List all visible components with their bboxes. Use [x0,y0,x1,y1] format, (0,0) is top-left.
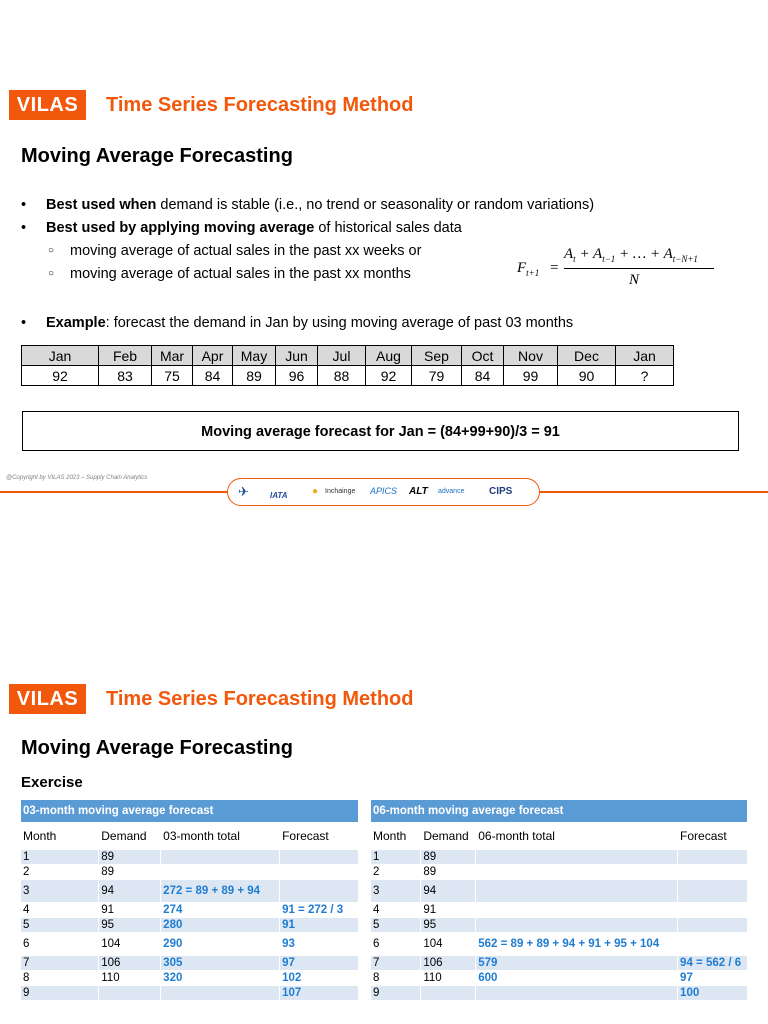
slide-title: Time Series Forecasting Method [106,94,414,116]
table-row [371,850,748,865]
table-cell [476,865,678,880]
table-row [371,865,748,880]
table-cell: 91 [421,903,476,918]
six-month-forecast-table [371,800,748,1001]
table-cell [678,850,748,865]
apics-logo: APICS [370,486,398,496]
sub-bullet-text: moving average of actual sales in the past xx weeks or [70,243,422,259]
three-month-table-caption: 03-month moving average forecast [21,800,359,823]
value-cell: 96 [276,366,318,386]
table-cell: 305 [161,956,280,971]
copyright-text: @Copyright by VILAS 2023 – Supply Chain Analytics [6,475,148,481]
slide-heading: Moving Average Forecasting [21,145,293,167]
table-row [371,971,748,986]
slide-heading: Moving Average Forecasting [21,737,293,759]
table-row [21,880,359,903]
value-cell: 75 [152,366,193,386]
table-cell: 8 [21,971,99,986]
table-cell: 290 [161,933,280,956]
table-cell: 2 [371,865,421,880]
table-cell [99,986,161,1001]
circle-bullet-icon: ○ [48,268,55,279]
sub-bullet-item [21,241,521,264]
value-row [22,366,674,386]
month-cell: Oct [462,346,504,366]
table-caption-row [21,800,359,823]
table-cell: 93 [280,933,359,956]
slide-2 [0,652,768,1024]
globe-logo-icon: ✈ [238,484,249,499]
table-cell: 94 [99,880,161,903]
bullet-dot-icon: • [21,315,27,331]
bullet-text: of historical sales data [314,220,462,236]
month-cell: May [233,346,276,366]
table-cell: 4 [371,903,421,918]
table-cell: 89 [99,865,161,880]
table-row [371,986,748,1001]
table-row [21,918,359,933]
value-cell: 99 [504,366,558,386]
bullet-bold: Best used by applying moving average [46,220,315,236]
table-cell [678,880,748,903]
partner-logos [227,478,540,506]
table-cell: 91 = 272 / 3 [280,903,359,918]
table-cell: 104 [99,933,161,956]
value-cell: 89 [233,366,276,386]
value-cell: 92 [22,366,99,386]
table-cell: 562 = 89 + 89 + 94 + 91 + 95 + 104 [476,933,678,956]
table-cell: 6 [21,933,99,956]
table-cell: 104 [421,933,476,956]
six-month-table-caption: 06-month moving average forecast [371,800,748,823]
table-row [371,956,748,971]
bullet-item [21,195,595,218]
table-row [371,918,748,933]
column-header: Forecast [678,823,748,850]
bullet-text: demand is stable (i.e., no trend or seasonality or random variations) [156,197,595,213]
month-cell: Dec [558,346,616,366]
column-header: 06-month total [476,823,678,850]
table-cell [161,850,280,865]
table-cell: 5 [21,918,99,933]
table-header-row [371,823,748,850]
table-cell: 91 [99,903,161,918]
table-row [371,903,748,918]
table-cell [476,903,678,918]
bullet-dot-icon: • [21,197,27,213]
formula-numerator: $A_t + A_{t-1}$ + … + $A_{t-N+1}$ [564,246,698,264]
value-cell: 84 [462,366,504,386]
value-cell: 84 [193,366,233,386]
table-row [21,971,359,986]
bullet-bold: Best used when [46,197,157,213]
table-cell [421,986,476,1001]
table-cell [476,918,678,933]
month-cell: Sep [412,346,462,366]
table-cell: 89 [99,850,161,865]
value-cell: 83 [99,366,152,386]
table-cell: 91 [280,918,359,933]
result-box: Moving average forecast for Jan = (84+99+90)/3 = 91 [22,411,739,451]
table-row [21,903,359,918]
bullet-dot-icon: • [21,220,27,236]
table-row [21,865,359,880]
cips-logo: CIPS [489,486,513,497]
table-cell: 579 [476,956,678,971]
month-cell: Jan [616,346,674,366]
table-cell: 94 = 562 / 6 [678,956,748,971]
slide-title: Time Series Forecasting Method [106,688,414,710]
table-cell [476,986,678,1001]
alt-logo: ALT [409,486,428,497]
vilas-logo: VILAS [9,90,86,120]
table-cell: 280 [161,918,280,933]
table-cell: 5 [371,918,421,933]
table-cell [678,865,748,880]
month-cell: Mar [152,346,193,366]
bullet-list [21,195,595,287]
iata-logo: IATA [270,491,288,500]
table-cell: 7 [21,956,99,971]
table-cell [476,880,678,903]
table-cell: 8 [371,971,421,986]
formula-denominator: N [629,272,640,288]
value-cell: 92 [366,366,412,386]
table-cell: 89 [421,865,476,880]
table-cell: 106 [99,956,161,971]
column-header: Demand [99,823,161,850]
moving-average-formula: $F_{t+1}$ = $A_t + A_{t-1}$ + … + $A_{t-N+1}$ N [512,246,722,292]
table-cell: 3 [371,880,421,903]
table-cell: 4 [21,903,99,918]
table-row [21,986,359,1001]
table-cell: 7 [371,956,421,971]
table-cell: 3 [21,880,99,903]
vilas-logo: VILAS [9,684,86,714]
slide-1: VILAS Time Series Forecasting Method Moving Average Forecasting • Best used when demand is stable (i.e., no trend or seasonality or random variations) • Best used by applying moving average of historical sales data ○ moving average of actual sales in the past xx weeks or ○ moving average of actual sales in the past xx months $F_{t+1}$ = $A_t + A_{t-1}$ + … + $A_{t-N+1}$ N • Example: forecast the demand in Jan by using moving average of past 03 months Jan Feb Mar Apr May Jun Jul Aug Sep Oct Nov Dec Jan 92 83 75 84 89 96 88 92 79 84 99 90 ? Moving average forecast for Jan = (84+99+90)/3 = 91 @Copyright by VILAS 2023 – Supply Chain Analytics ✈ IATA ● Inchainge APICS ALT advance CIPS [0,0,768,512]
value-cell: ? [616,366,674,386]
table-row [371,880,748,903]
table-cell [678,933,748,956]
table-cell: 94 [421,880,476,903]
table-cell: 274 [161,903,280,918]
month-cell: Jun [276,346,318,366]
sub-bullet-text: moving average of actual sales in the past xx months [70,266,411,282]
month-cell: Feb [99,346,152,366]
table-cell: 600 [476,971,678,986]
table-cell [476,850,678,865]
table-cell: 1 [371,850,421,865]
inchainge-logo: Inchainge [325,488,356,495]
exercise-label: Exercise [21,774,83,791]
table-cell: 9 [371,986,421,1001]
table-cell [161,865,280,880]
table-cell: 1 [21,850,99,865]
footer-line-right [539,491,768,493]
column-header: 03-month total [161,823,280,850]
table-header-row [21,823,359,850]
month-cell: Aug [366,346,412,366]
table-cell: 106 [421,956,476,971]
month-row [22,346,674,366]
table-cell: 110 [421,971,476,986]
table-cell [678,903,748,918]
circle-bullet-icon: ○ [48,245,55,256]
table-cell: 95 [421,918,476,933]
table-cell: 110 [99,971,161,986]
inchainge-dot-icon: ● [312,486,319,497]
table-row [21,956,359,971]
column-header: Demand [421,823,476,850]
table-cell [280,865,359,880]
table-caption-row [371,800,748,823]
value-cell: 79 [412,366,462,386]
table-cell [678,918,748,933]
table-row [21,933,359,956]
table-cell: 2 [21,865,99,880]
footer-line-left [0,491,228,493]
table-cell: 107 [280,986,359,1001]
column-header: Forecast [280,823,359,850]
three-month-forecast-table [21,800,359,1001]
sub-bullet-item [21,264,521,287]
table-cell: 272 = 89 + 89 + 94 [161,880,280,903]
table-cell: 9 [21,986,99,1001]
month-cell: Jul [318,346,366,366]
table-cell: 97 [678,971,748,986]
value-cell: 90 [558,366,616,386]
table-row [21,850,359,865]
table-cell: 95 [99,918,161,933]
month-cell: Nov [504,346,558,366]
column-header: Month [371,823,421,850]
table-cell: 102 [280,971,359,986]
table-cell [161,986,280,1001]
table-cell: 89 [421,850,476,865]
advance-logo: advance [438,488,465,495]
table-cell: 100 [678,986,748,1001]
table-cell [280,850,359,865]
table-cell: 320 [161,971,280,986]
table-cell: 97 [280,956,359,971]
table-cell [280,880,359,903]
value-cell: 88 [318,366,366,386]
table-cell: 6 [371,933,421,956]
monthly-demand-table [21,345,674,386]
bullet-item [21,218,521,241]
fraction-bar [564,268,714,269]
month-cell: Jan [22,346,99,366]
column-header: Month [21,823,99,850]
month-cell: Apr [193,346,233,366]
table-row [371,933,748,956]
